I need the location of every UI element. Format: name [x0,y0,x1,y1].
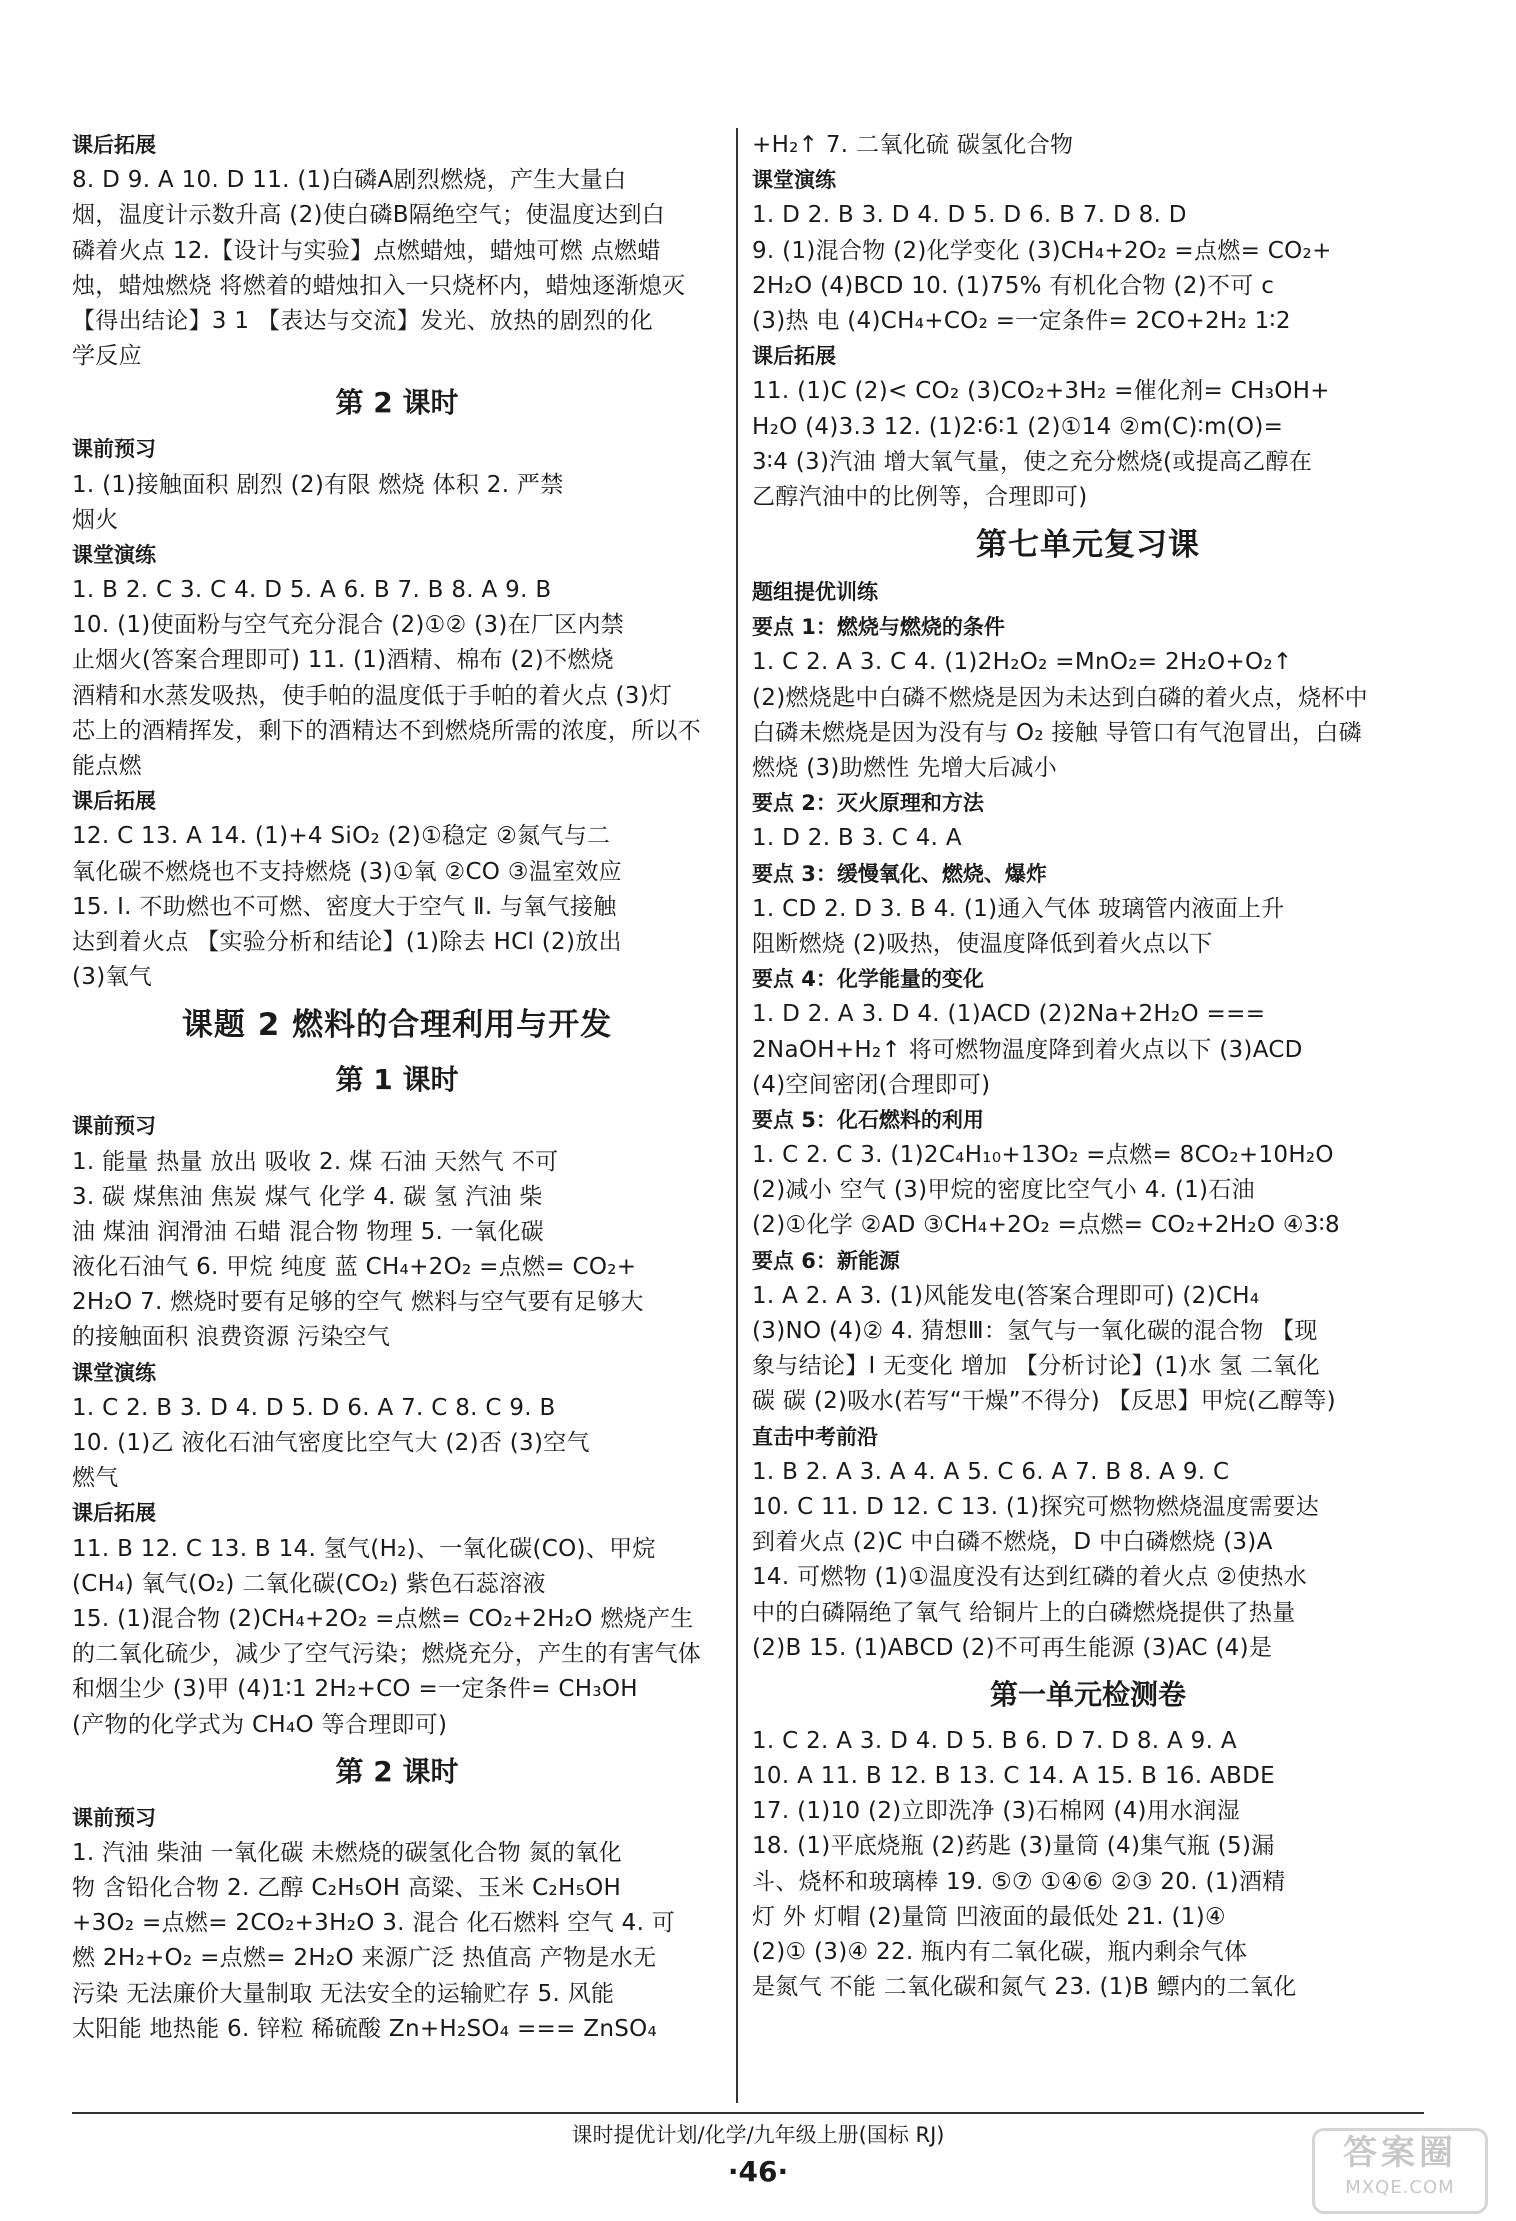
answer-line: 10. A 11. B 12. B 13. C 14. A 15. B 16. ABDE [752,1763,1275,1790]
answer-line: 3. 碳 煤焦油 焦炭 煤气 化学 4. 碳 氢 汽油 柴 [72,1183,543,1210]
topic-heading: 课题 2 燃料的合理利用与开发 [181,1007,613,1044]
answer-line: 1. D 2. A 3. D 4. (1)ACD (2)2Na+2H₂O === [752,1001,1266,1028]
answer-line: 15. (1)混合物 (2)CH₄+2O₂ =点燃= CO₂+2H₂O 燃烧产生 [72,1605,694,1632]
answer-line: 【得出结论】3 1 【表达与交流】发光、放热的剧烈的化 [72,307,653,334]
section-label: 课后拓展 [72,133,156,157]
answer-line: (产物的化学式为 CH₄O 等合理即可) [72,1711,448,1738]
answer-line: 污染 无法廉价大量制取 无法安全的运输贮存 5. 风能 [72,1980,615,2007]
answer-line: (2)减小 空气 (3)甲烷的密度比空气小 4. (1)石油 [752,1177,1255,1204]
answer-line: 1. B 2. C 3. C 4. D 5. A 6. B 7. B 8. A 9. B [72,577,552,604]
answer-line: 1. C 2. A 3. C 4. (1)2H₂O₂ =MnO₂= 2H₂O+O₂↑ [752,649,1293,676]
answer-line: 斗、烧杯和玻璃棒 19. ⑤⑦ ①④⑥ ②③ 20. (1)酒精 [752,1868,1286,1895]
answer-line: 烛，蜡烛燃烧 将燃着的蜡烛扣入一只烧杯内，蜡烛逐渐熄灭 [72,272,686,299]
section-label: 课堂演练 [752,168,836,193]
answer-line: 酒精和水蒸发吸热，使手帕的温度低于手帕的着火点 (3)灯 [72,682,673,709]
answer-line: 学反应 [72,343,142,370]
section-label: 要点 4：化学能量的变化 [752,967,984,992]
answer-line: 物 含铅化合物 2. 乙醇 C₂H₅OH 高粱、玉米 C₂H₅OH [72,1875,622,1902]
answer-line: 9. (1)混合物 (2)化学变化 (3)CH₄+2O₂ =点燃= CO₂+ [752,237,1332,264]
answer-line: 止烟火(答案合理即可) 11. (1)酒精、棉布 (2)不燃烧 [72,647,614,674]
answer-line: 14. 可燃物 (1)①温度没有达到红磷的着火点 ②使热水 [752,1564,1308,1591]
answer-line: 达到着火点 【实验分析和结论】(1)除去 HCl (2)放出 [72,928,622,955]
answer-line: 1. D 2. B 3. D 4. D 5. D 6. B 7. D 8. D [752,202,1187,229]
answer-line: (3)NO (4)② 4. 猜想Ⅲ：氢气与一氧化碳的混合物 【现 [752,1318,1318,1344]
watermark-url: MXQE.COM [1345,2177,1455,2198]
answer-line: 1. B 2. A 3. A 4. A 5. C 6. A 7. B 8. A 9. C [752,1458,1230,1485]
answer-line: 中的白磷隔绝了氧气 给铜片上的白磷燃烧提供了热量 [752,1599,1296,1626]
lesson-heading: 第 1 课时 [335,1063,459,1097]
answer-line: 和烟尘少 (3)甲 (4)1∶1 2H₂+CO =一定条件= CH₃OH [72,1676,638,1703]
answer-line: 烟，温度计示数升高 (2)使白磷B隔绝空气；使温度达到白 [72,202,666,229]
answer-line: 10. C 11. D 12. C 13. (1)探究可燃物燃烧温度需要达 [752,1493,1319,1520]
answer-line: 1. C 2. A 3. D 4. D 5. B 6. D 7. D 8. A 9. A [752,1727,1237,1754]
answer-line: 8. D 9. A 10. D 11. (1)白磷A剧烈燃烧，产生大量白 [72,167,627,194]
answer-line: (3)氧气 [72,964,153,991]
answer-line: 灯 外 灯帽 (2)量筒 凹液面的最低处 21. (1)④ [752,1903,1226,1930]
section-label: 课前预习 [72,1114,156,1139]
answer-line: 白磷未燃烧是因为没有与 O₂ 接触 导管口有气泡冒出，白磷 [752,719,1362,746]
answer-line: 芯上的酒精挥发，剩下的酒精达不到燃烧所需的浓度，所以不 [72,717,702,744]
answer-line: 10. (1)乙 液化石油气密度比空气大 (2)否 (3)空气 [72,1430,590,1456]
section-label: 要点 2：灭火原理和方法 [752,791,984,816]
answer-line: 17. (1)10 (2)立即洗净 (3)石棉网 (4)用水润湿 [752,1798,1241,1825]
answer-line: 12. C 13. A 14. (1)+4 SiO₂ (2)①稳定 ②氮气与二 [72,823,611,850]
answer-line: (2)①化学 ②AD ③CH₄+2O₂ =点燃= CO₂+2H₂O ④3∶8 [752,1212,1340,1239]
answer-line: 液化石油气 6. 甲烷 纯度 蓝 CH₄+2O₂ =点燃= CO₂+ [72,1254,637,1281]
answer-line: 氧化碳不燃烧也不支持燃烧 (3)①氧 ②CO ③温室效应 [72,858,622,885]
watermark-logo-text: 答案圈 [1343,2133,1457,2173]
section-label: 直击中考前沿 [752,1424,878,1449]
answer-line: 3∶4 (3)汽油 增大氧气量，使之充分燃烧(或提高乙醇在 [752,448,1313,475]
lesson-heading: 第 2 课时 [335,1754,459,1788]
answer-line: (4)空间密闭(合理即可) [752,1071,991,1098]
section-label: 课后拓展 [72,1501,156,1526]
answer-line: H₂O (4)3.3 12. (1)2∶6∶1 (2)①14 ②m(C)∶m(O)= [752,413,1284,440]
section-label: 要点 5：化石燃料的利用 [752,1107,984,1132]
column-divider [736,128,738,2103]
footer-book-title: 课时提优计划/化学/九年级上册(国标 RJ) [571,2123,945,2147]
answer-line: 的接触面积 浪费资源 污染空气 [72,1324,391,1351]
answer-line: +H₂↑ 7. 二氧化硫 碳氢化合物 [752,132,1074,158]
topic-heading: 第七单元复习课 [976,527,1200,564]
section-label: 课前预习 [72,437,156,462]
answer-line: 2H₂O (4)BCD 10. (1)75% 有机化合物 (2)不可 c [752,272,1275,299]
section-label: 课堂演练 [72,1360,156,1385]
answer-line: 烟火 [72,506,119,533]
left-column [72,128,722,2047]
answer-line: 太阳能 地热能 6. 锌粒 稀硫酸 Zn+H₂SO₄ === ZnSO₄ [72,2015,658,2042]
answer-line: 燃烧 (3)助燃性 先增大后减小 [752,755,1058,781]
answer-line: 1. 汽油 柴油 一氧化碳 未燃烧的碳氢化合物 氮的氧化 [72,1839,622,1866]
answer-line: 18. (1)平底烧瓶 (2)药匙 (3)量筒 (4)集气瓶 (5)漏 [752,1833,1275,1860]
page-number: ·46· [727,2155,789,2188]
answer-line: 是氮气 不能 二氧化碳和氮气 23. (1)B 鳔内的二氧化 [752,1974,1297,2001]
answer-line: (2)① (3)④ 22. 瓶内有二氧化碳，瓶内剩余气体 [752,1939,1248,1965]
section-label: 要点 1：燃烧与燃烧的条件 [752,615,1005,640]
section-label: 题组提优训练 [752,580,878,605]
answer-line: 燃 2H₂+O₂ =点燃= 2H₂O 来源广泛 热值高 产物是水无 [72,1945,657,1972]
answer-line: 油 煤油 润滑油 石蜡 混合物 物理 5. 一氧化碳 [72,1218,544,1245]
answer-line: 能点燃 [72,753,142,779]
answer-line: (3)热 电 (4)CH₄+CO₂ =一定条件= 2CO+2H₂ 1∶2 [752,307,1291,334]
answer-line: 乙醇汽油中的比例等，合理即可) [752,483,1088,510]
answer-line: 磷着火点 12.【设计与实验】点燃蜡烛，蜡烛可燃 点燃蜡 [72,237,661,264]
lesson-heading: 第一单元检测卷 [989,1677,1186,1711]
right-column [752,128,1424,2005]
answer-line: 到着火点 (2)C 中白磷不燃烧，D 中白磷燃烧 (3)A [752,1529,1273,1556]
section-label: 课后拓展 [752,344,836,369]
answer-line: 1. (1)接触面积 剧烈 (2)有限 燃烧 体积 2. 严禁 [72,471,564,498]
answer-line: 1. CD 2. D 3. B 4. (1)通入气体 玻璃管内液面上升 [752,895,1285,922]
answer-line: 的二氧化硫少，减少了空气污染；燃烧充分，产生的有害气体 [72,1641,702,1668]
answer-line: 2NaOH+H₂↑ 将可燃物温度降到着火点以下 (3)ACD [752,1036,1303,1063]
answer-line: 11. (1)C (2)< CO₂ (3)CO₂+3H₂ =催化剂= CH₃OH+ [752,378,1330,405]
answer-line: 11. B 12. C 13. B 14. 氢气(H₂)、一氧化碳(CO)、甲烷 [72,1535,656,1562]
answer-line: 10. (1)使面粉与空气充分混合 (2)①② (3)在厂区内禁 [72,612,625,639]
section-label: 要点 6：新能源 [752,1248,900,1273]
answer-line: 2H₂O 7. 燃烧时要有足够的空气 燃料与空气要有足够大 [72,1289,644,1316]
answer-line: 阻断燃烧 (2)吸热，使温度降低到着火点以下 [752,930,1213,957]
watermark-logo [1312,2128,1488,2214]
answer-line: 象与结论】Ⅰ 无变化 增加 【分析讨论】(1)水 氢 二氧化 [752,1353,1320,1380]
section-label: 课后拓展 [72,789,156,814]
answer-line: 15. Ⅰ. 不助燃也不可燃、密度大于空气 Ⅱ. 与氧气接触 [72,893,617,920]
answer-line: (2)燃烧匙中白磷不燃烧是因为未达到白磷的着火点，烧杯中 [752,684,1368,711]
answer-line: (CH₄) 氧气(O₂) 二氧化碳(CO₂) 紫色石蕊溶液 [72,1570,546,1597]
answer-line: 碳 碳 (2)吸水(若写“干燥”不得分) 【反思】甲烷(乙醇等) [752,1388,1336,1415]
answer-line: +3O₂ =点燃= 2CO₂+3H₂O 3. 混合 化石燃料 空气 4. 可 [72,1910,676,1937]
section-label: 要点 3：缓慢氧化、燃烧、爆炸 [752,861,1047,886]
lesson-heading: 第 2 课时 [335,386,459,420]
answer-line: 1. C 2. B 3. D 4. D 5. D 6. A 7. C 8. C 9. B [72,1394,556,1421]
answer-line: 1. D 2. B 3. C 4. A [752,825,962,852]
answer-line: 1. A 2. A 3. (1)风能发电(答案合理即可) (2)CH₄ [752,1282,1260,1309]
answer-line: (2)B 15. (1)ABCD (2)不可再生能源 (3)AC (4)是 [752,1634,1273,1661]
section-label: 课堂演练 [72,542,156,567]
answer-line: 1. C 2. C 3. (1)2C₄H₁₀+13O₂ =点燃= 8CO₂+10H₂O [752,1142,1334,1169]
answer-line: 燃气 [72,1465,119,1492]
section-label: 课前预习 [72,1805,156,1830]
answer-line: 1. 能量 热量 放出 吸收 2. 煤 石油 天然气 不可 [72,1148,559,1175]
footer-rule [72,2112,1424,2114]
